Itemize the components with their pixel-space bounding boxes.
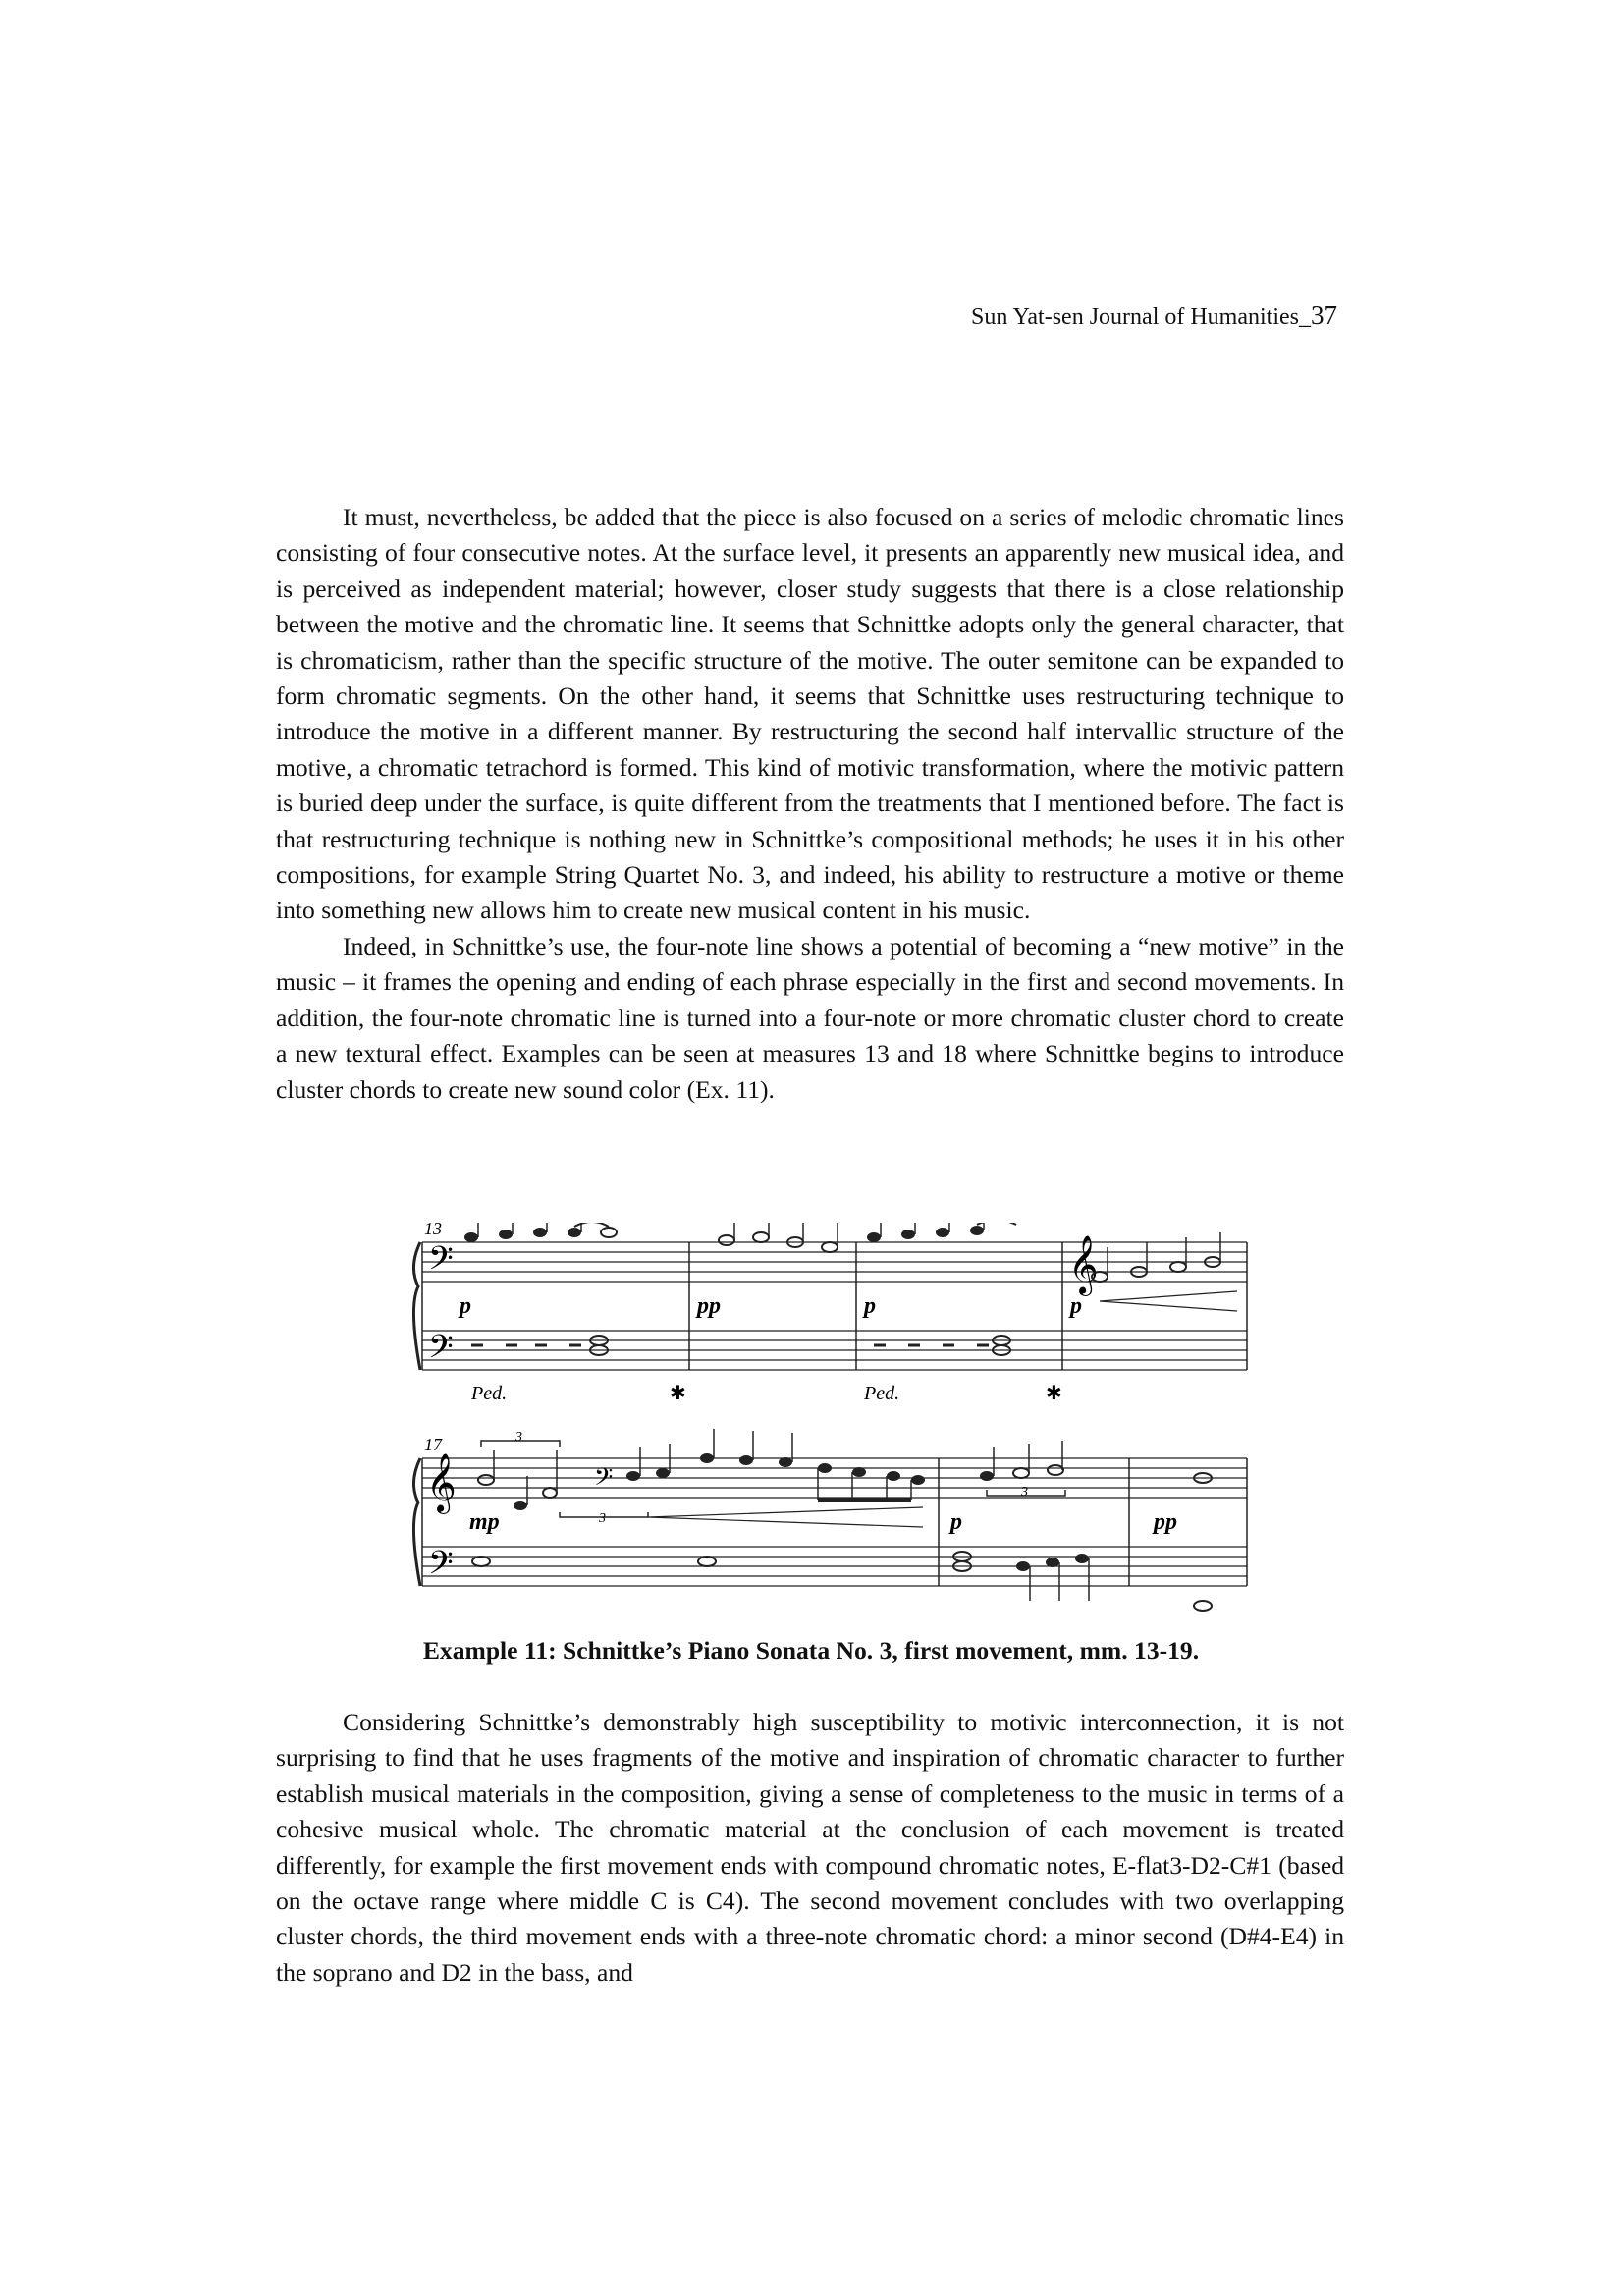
bass-clef-icon: 𝄢: [428, 1545, 454, 1589]
body-text-bottom: [276, 1705, 1344, 1991]
dynamic-marking: p: [950, 1509, 962, 1535]
treble-clef-icon: 𝄞: [426, 1455, 457, 1511]
tuplet-number: 3: [599, 1511, 606, 1526]
pedal-release-icon: ✱: [670, 1383, 686, 1404]
treble-clef-icon: 𝄞: [1068, 1237, 1099, 1293]
dynamic-marking: p: [460, 1293, 471, 1319]
system-2: [413, 1429, 1247, 1611]
dynamic-marking: mp: [469, 1509, 500, 1535]
paragraph: Considering Schnittke’s demonstrably high susceptibility to motivic interconnection, it is not surprising to find that he uses fragments of the motive and inspiration of chromatic character to further establish musical materials in the composition, giving a sense of completeness to the music in terms of a cohesive musical whole. The chromatic material at the conclusion of each movement is treated differently, for example the first movement ends with compound chromatic notes, E-flat3-D2-C#1 (based on the octave range where middle C is C4). The second movement concludes with two overlapping cluster chords, the third movement ends with a three-note chromatic chord: a minor second (D#4-E4) in the soprano and D2 in the bass, and: [276, 1708, 1344, 1987]
figure-caption: Example 11: Schnittke’s Piano Sonata No. 3, first movement, mm. 13-19.: [422, 1636, 1200, 1665]
tuplet-number: 3: [515, 1430, 522, 1445]
system-1: [413, 1223, 1247, 1404]
pedal-release-icon: ✱: [1046, 1383, 1062, 1404]
body-text-top: [276, 500, 1344, 1108]
dynamic-marking: p: [1070, 1293, 1082, 1319]
tuplet-number: 3: [1021, 1485, 1028, 1500]
music-score-example: [412, 1223, 1257, 1620]
measure-number: 13: [424, 1223, 442, 1238]
bass-clef-icon: 𝄢: [594, 1464, 614, 1497]
page-number: 37: [1311, 301, 1337, 330]
running-header: [971, 301, 1337, 331]
pedal-marking: Ped.: [864, 1383, 900, 1404]
journal-name: Sun Yat-sen Journal of Humanities_: [971, 304, 1311, 330]
dynamic-marking: p: [864, 1293, 876, 1319]
pedal-marking: Ped.: [471, 1383, 508, 1404]
bass-clef-icon: 𝄢: [428, 1329, 454, 1373]
paragraph: It must, nevertheless, be added that the piece is also focused on a series of melodic chromatic lines consisting of four consecutive notes. At the surface level, it presents an apparently new musical idea, and is perceived as independent material; however, closer study suggests that there is a close relationship between the motive and the chromatic line. It seems that Schnittke adopts only the general character, that is chromaticism, rather than the specific structure of the motive. The outer semitone can be expanded to form chromatic segments. On the other hand, it seems that Schnittke uses restructuring technique to introduce the motive in a different manner. By restructuring the second half intervallic structure of the motive, a chromatic tetrachord is formed. This kind of motivic transformation, where the motivic pattern is buried deep under the surface, is quite different from the treatments that I mentioned before. The fact is that restructuring technique is nothing new in Schnittke’s compositional methods; he uses it in his other compositions, for example String Quartet No. 3, and indeed, his ability to restructure a motive or theme into something new allows him to create new musical content in his music.: [276, 503, 1344, 925]
dynamic-marking: pp: [697, 1293, 721, 1319]
paragraph: Indeed, in Schnittke’s use, the four-note line shows a potential of becoming a “new motive” in the music – it frames the opening and ending of each phrase especially in the first and second movements. In addition, the four-note chromatic line is turned into a four-note or more chromatic cluster chord to create a new textural effect. Examples can be seen at measures 13 and 18 where Schnittke begins to introduce cluster chords to create new sound color (Ex. 11).: [276, 931, 1344, 1104]
bass-clef-icon: 𝄢: [428, 1240, 454, 1285]
measure-number: 17: [424, 1435, 442, 1454]
dynamic-marking: pp: [1154, 1509, 1177, 1535]
